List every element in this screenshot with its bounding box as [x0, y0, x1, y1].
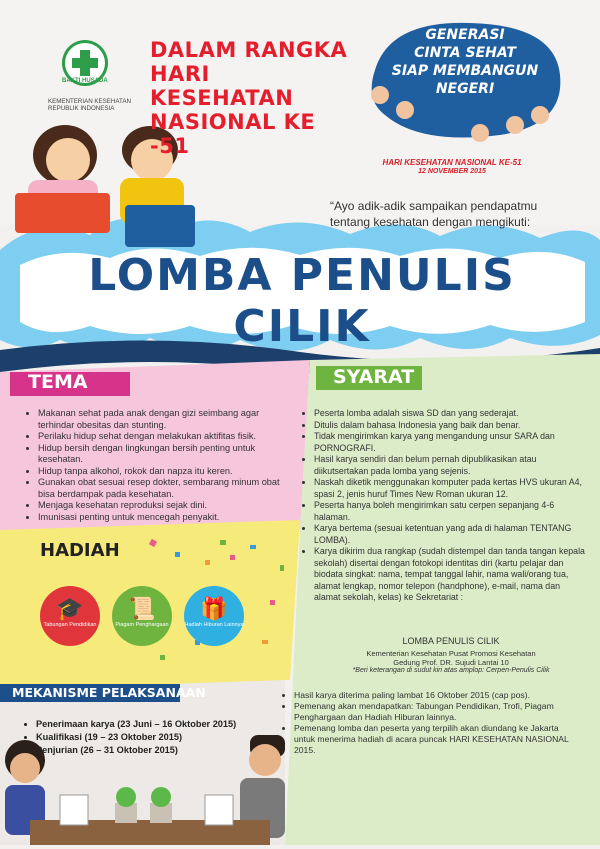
list-item: • Hasil karya diterima paling lambat 16 Oktober 2015 (cap pos).	[294, 690, 580, 701]
mekanisme-heading: MEKANISME PELAKSANAAN	[12, 685, 206, 700]
prize-label: Hadiah Hiburan Lainnya	[184, 622, 244, 628]
list-item: • Hidup bersih dengan lingkungan bersih penting untuk kesehatan.	[38, 443, 296, 466]
list-item: • Penjurian (26 – 31 Oktober 2015)	[36, 744, 282, 757]
list-item: • Perilaku hidup sehat dengan melakukan aktifitas fisik.	[38, 431, 296, 443]
hadiah-heading: HADIAH	[40, 540, 120, 561]
list-item: • Karya dikirim dua rangkap (sudah distempel dan tanda tangan kepala sekolah) disertai dengan fotokopi identitas diri (kartu pelajar dan biodata singkat: nama, tempat tanggal lahir, nama wali/orang tua, alamat lengkap, nomor telepon (handphone), e-mail, nama dan alamat sekolah, kelas) ke Sekretariat :	[314, 546, 585, 604]
ministry-name: KEMENTERIAN KESEHATAN REPUBLIK INDONESIA	[48, 98, 131, 112]
syarat-heading: SYARAT	[333, 366, 415, 388]
scroll-icon: 📜	[128, 596, 156, 621]
badge-line-4: NEGERI	[435, 81, 495, 97]
list-item: • Pemenang lomba dan peserta yang terpilih akan diundang ke Jakarta untuk menerima hadiah di acara puncak HARI KESEHATAN NASIONAL 2015.	[294, 723, 580, 756]
graduation-cap-icon: 🎓	[56, 596, 84, 621]
mekanisme-list	[22, 718, 282, 757]
prize-education-savings	[40, 586, 100, 646]
list-item: • Naskah diketik menggunakan komputer pada kertas HVS ukuran A4, spasi 2, jenis huruf Times New Roman ukuran 12.	[314, 477, 585, 500]
tema-list	[24, 408, 296, 523]
list-item: • Peserta lomba adalah siswa SD dan yang sederajat.	[314, 408, 585, 420]
syarat-list	[300, 408, 585, 604]
list-item: • Penerimaan karya (23 Juni – 16 Oktober 2015)	[36, 718, 282, 731]
syarat-list-continued	[280, 690, 580, 756]
list-item: • Hasil karya sendiri dan belum pernah dipublikasikan atau diikutsertakan pada lomba yang sejenis.	[314, 454, 585, 477]
event-title-line-3: NASIONAL KE -51	[150, 110, 316, 158]
sekretariat-address	[320, 636, 582, 674]
prize-label: Tabungan Pendidikan	[43, 622, 97, 628]
list-item: • Ditulis dalam bahasa Indonesia yang baik dan benar.	[314, 420, 585, 432]
list-item: • Tidak mengirimkan karya yang mengandung unsur SARA dan PORNOGRAFI.	[314, 431, 585, 454]
list-item: • Pemenang akan mendapatkan: Tabungan Pendidikan, Trofi, Piagam Penghargaan dan Hadiah Hiburan lainnya.	[294, 701, 580, 723]
logo-caption: BAKTI HUSADA	[62, 78, 108, 84]
event-title-line-1: DALAM RANGKA	[150, 38, 348, 62]
intro-text: “Ayo adik-adik sampaikan pendapatmu tentang kesehatan dengan mengikuti:	[330, 199, 538, 229]
badge-line-3: SIAP MEMBANGUN	[391, 63, 539, 79]
sekretariat-line-1: Kementerian Kesehatan Pusat Promosi Kesehatan	[366, 649, 536, 658]
sekretariat-title: LOMBA PENULIS CILIK	[402, 636, 500, 646]
tema-heading: TEMA	[28, 371, 88, 393]
badge-subtitle: HARI KESEHATAN NASIONAL KE-51	[382, 158, 522, 167]
event-title-line-2: HARI KESEHATAN	[150, 62, 294, 110]
gift-icon: 🎁	[200, 596, 228, 621]
badge-date: 12 NOVEMBER 2015	[418, 168, 486, 175]
badge-line-2: CINTA SEHAT	[414, 45, 516, 61]
main-title: LOMBA PENULIS CILIK	[88, 250, 516, 352]
list-item: • Imunisasi penting untuk mencegah penyakit.	[38, 512, 296, 524]
list-item: • Hidup tanpa alkohol, rokok dan napza itu keren.	[38, 466, 296, 478]
prize-certificate	[112, 586, 172, 646]
list-item: • Kualifikasi (19 – 23 Oktober 2015)	[36, 731, 282, 744]
list-item: • Peserta hanya boleh mengirimkan satu cerpen sepanjang 4-6 halaman.	[314, 500, 585, 523]
list-item: • Menjaga kesehatan reproduksi sejak dini.	[38, 500, 296, 512]
badge-line-1: GENERASI	[425, 27, 505, 43]
prize-label: Piagam Penghargaan	[115, 622, 169, 628]
list-item: • Makanan sehat pada anak dengan gizi seimbang agar terhindar obesitas dan stunting.	[38, 408, 296, 431]
list-item: • Karya bertema (sesuai ketentuan yang ada di halaman TENTANG LOMBA).	[314, 523, 585, 546]
sekretariat-note: *Beri keterangan di sudut kiri atas amplop: Cerpen-Penulis Cilik	[352, 667, 550, 674]
list-item: • Gunakan obat sesuai resep dokter, sembarang minum obat bisa berdampak pada kesehatan.	[38, 477, 296, 500]
prize-other-gifts	[184, 586, 244, 646]
sekretariat-line-2: Gedung Prof. DR. Sujudi Lantai 10	[393, 658, 509, 667]
event-title	[150, 38, 350, 158]
